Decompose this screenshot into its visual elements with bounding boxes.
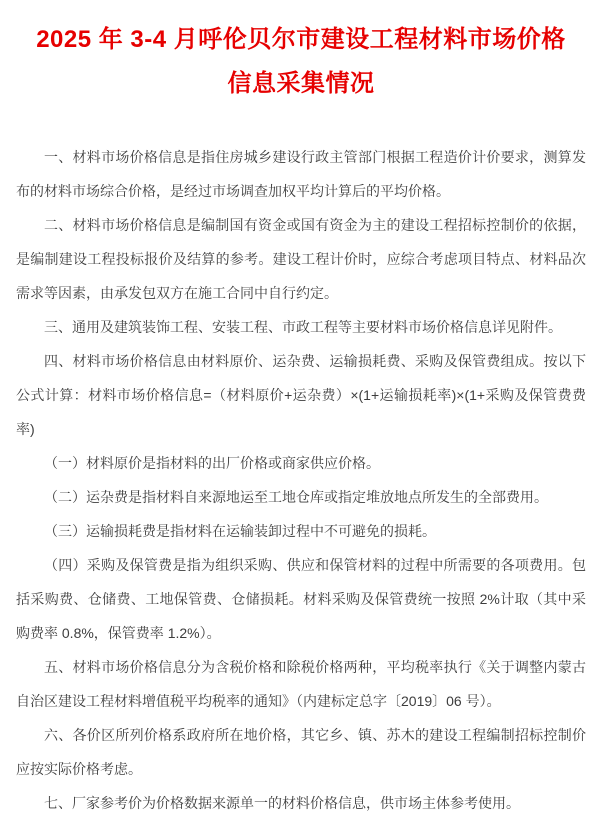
body-subitem-3: （三）运输损耗费是指材料在运输装卸过程中不可避免的损耗。 (44, 523, 436, 539)
body-paragraph-6: 六、各价区所列价格系政府所在地价格，其它乡、镇、苏木的建设工程编制招标控制价应按实际价格考虑。 (16, 727, 586, 777)
body-subitem-4: （四）采购及保管费是指为组织采购、供应和保管材料的过程中所需要的各项费用。包括采购费、仓储费、工地保管费、仓储损耗。材料采购及保管费统一按照 2%计取（其中采购费率 0.8%，保管费率 1.2%）。 (16, 557, 586, 641)
page-title: 2025 年 3-4 月呼伦贝尔市建设工程材料市场价格信息采集情况 (36, 26, 566, 97)
body-subitem-2: （二）运杂费是指材料自来源地运至工地仓库或指定堆放地点所发生的全部费用。 (44, 489, 548, 505)
body-paragraph-3: 三、通用及建筑装饰工程、安装工程、市政工程等主要材料市场价格信息详见附件。 (44, 319, 562, 335)
body-paragraph-4: 四、材料市场价格信息由材料原价、运杂费、运输损耗费、采购及保管费组成。按以下公式计算：材料市场价格信息=（材料原价+运杂费）×(1+运输损耗率)×(1+采购及保管费费率) (16, 353, 586, 437)
body-paragraph-7: 七、厂家参考价为价格数据来源单一的材料价格信息，供市场主体参考使用。 (44, 795, 520, 811)
body-paragraph-5: 五、材料市场价格信息分为含税价格和除税价格两种，平均税率执行《关于调整内蒙古自治区建设工程材料增值税平均税率的通知》（内建标定总字〔2019〕06 号）。 (16, 659, 586, 709)
body-subitem-1: （一）材料原价是指材料的出厂价格或商家供应价格。 (44, 455, 380, 471)
body-paragraph-1: 一、材料市场价格信息是指住房城乡建设行政主管部门根据工程造价计价要求，测算发布的材料市场综合价格，是经过市场调查加权平均计算后的平均价格。 (16, 149, 586, 199)
body-paragraph-2: 二、材料市场价格信息是编制国有资金或国有资金为主的建设工程招标控制价的依据，是编制建设工程投标报价及结算的参考。建设工程计价时，应综合考虑项目特点、材料品次需求等因素，由承发包双方在施工合同中自行约定。 (16, 217, 586, 301)
document-body (16, 140, 586, 820)
